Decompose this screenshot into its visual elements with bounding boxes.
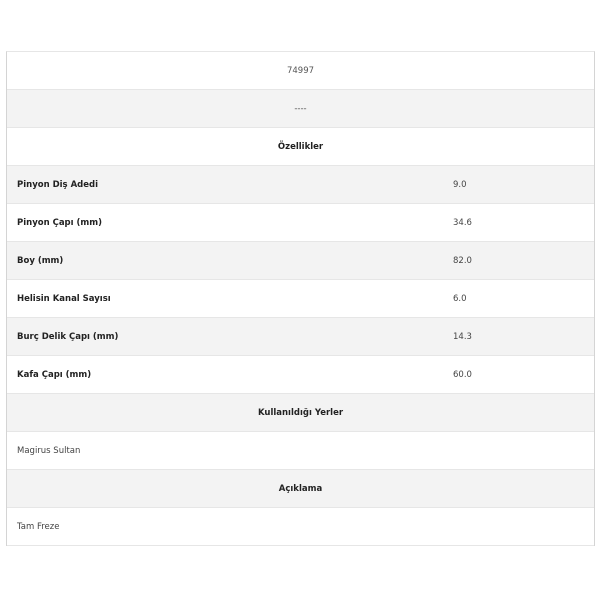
feature-label: Pinyon Diş Adedi: [17, 179, 98, 190]
used-in-header-row: [7, 394, 594, 432]
feature-label: Kafa Çapı (mm): [17, 369, 92, 380]
feature-value: 9.0: [453, 179, 467, 190]
used-in-value: Magirus Sultan: [17, 445, 81, 456]
feature-label: Pinyon Çapı (mm): [17, 217, 102, 228]
used-in-header: Kullanıldığı Yerler: [257, 407, 344, 418]
feature-row-length: [7, 242, 594, 280]
product-spec-table: [6, 51, 595, 546]
placeholder-row: [7, 90, 594, 128]
feature-row-bushing-bore: [7, 318, 594, 356]
features-header-row: [7, 128, 594, 166]
product-code-row: [7, 52, 594, 90]
feature-row-pinion-diameter: [7, 204, 594, 242]
feature-value: 6.0: [453, 293, 467, 304]
feature-value: 82.0: [453, 255, 472, 266]
feature-value: 14.3: [453, 331, 472, 342]
feature-row-head-diameter: [7, 356, 594, 394]
feature-row-helix-channels: [7, 280, 594, 318]
used-in-row: [7, 432, 594, 470]
feature-label: Burç Delik Çapı (mm): [17, 331, 119, 342]
description-value: Tam Freze: [17, 521, 60, 532]
feature-value: 60.0: [453, 369, 472, 380]
feature-label: Boy (mm): [17, 255, 64, 266]
feature-label: Helisin Kanal Sayısı: [17, 293, 111, 304]
feature-value: 34.6: [453, 217, 472, 228]
placeholder-dashes: ----: [294, 103, 307, 114]
features-header: Özellikler: [277, 141, 324, 152]
feature-row-pinion-teeth: [7, 166, 594, 204]
description-row: [7, 508, 594, 546]
product-code: 74997: [286, 65, 315, 76]
description-header-row: [7, 470, 594, 508]
description-header: Açıklama: [278, 483, 323, 494]
